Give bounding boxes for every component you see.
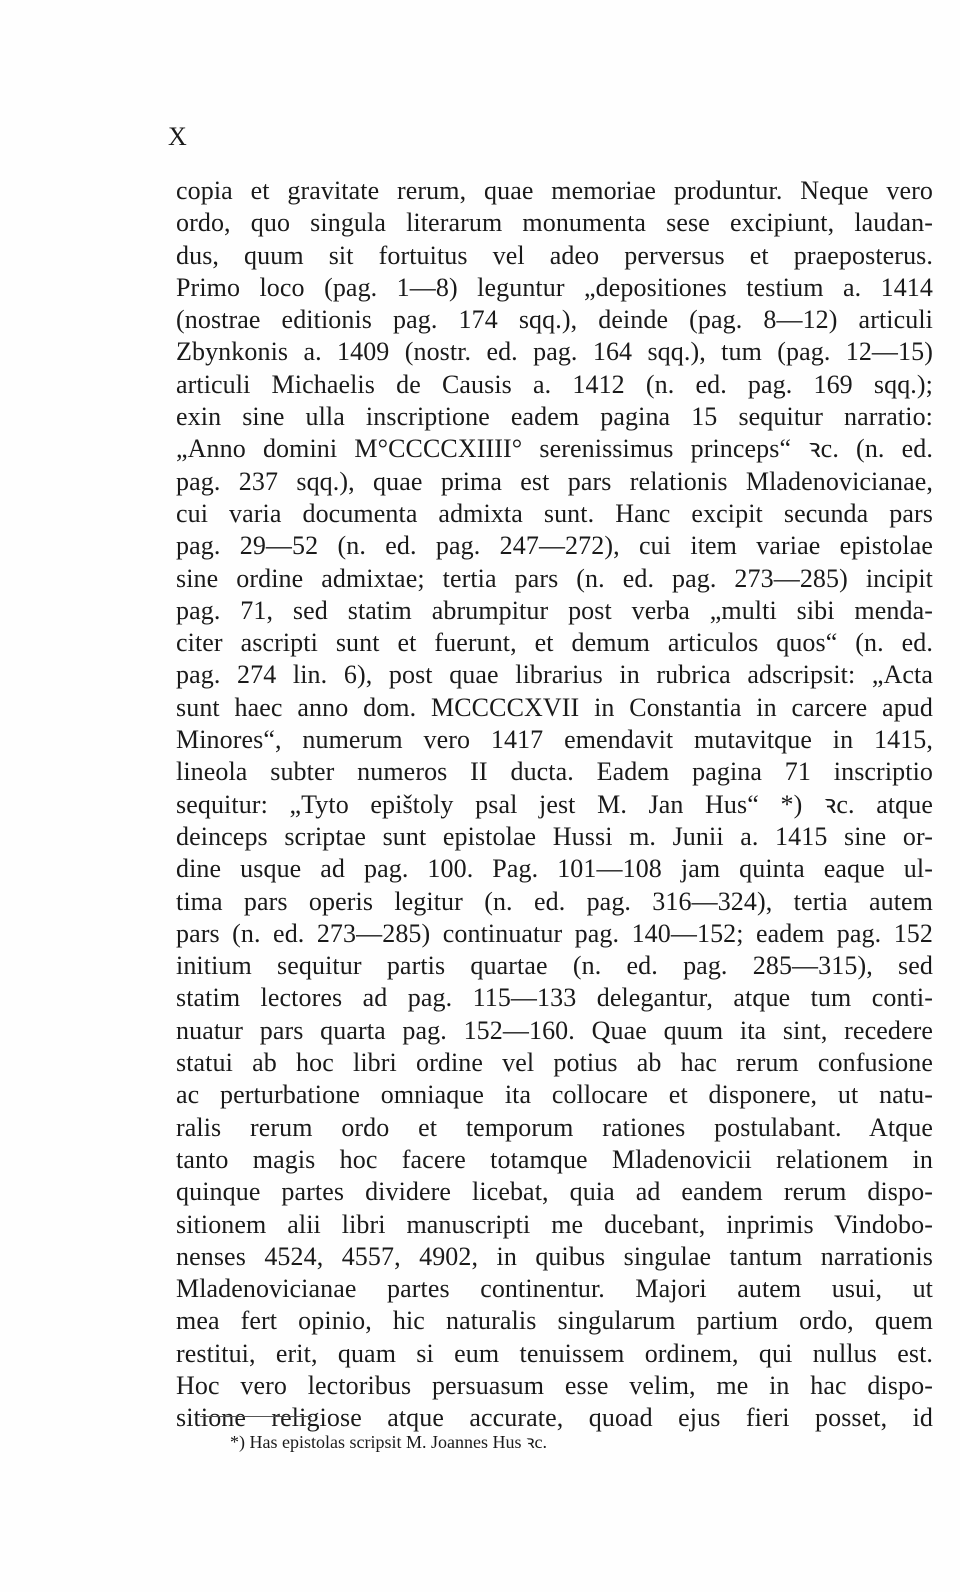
text-line: ralis rerum ordo et temporum rationes postulabant. Atque <box>176 1112 933 1142</box>
text-line: ac perturbatione omniaque ita collocare et disponere, ut natu- <box>176 1080 933 1110</box>
text-line: pag. 71, sed statim abrumpitur post verba „multi sibi menda- <box>176 595 933 625</box>
text-line: tima pars operis legitur (n. ed. pag. 316—324), tertia autem <box>176 886 933 916</box>
text-line: dus, quum sit fortuitus vel adeo perversus et praeposterus. <box>176 240 933 270</box>
text-line: mea fert opinio, hic naturalis singularum partium ordo, quem <box>176 1306 933 1336</box>
text-line: initium sequitur partis quartae (n. ed. pag. 285—315), sed <box>176 951 933 981</box>
page-number: X <box>168 122 187 151</box>
text-line: restitui, erit, quam si eum tenuissem ordinem, qui nullus est. <box>176 1338 933 1368</box>
text-line: (nostrae editionis pag. 174 sqq.), deinde (pag. 8—12) articuli <box>176 305 933 335</box>
text-line: pag. 274 lin. 6), post quae librarius in rubrica adscripsit: „Acta <box>176 660 933 690</box>
text-line: cui varia documenta admixta sunt. Hanc excipit secunda pars <box>176 498 933 528</box>
text-line: articuli Michaelis de Causis a. 1412 (n. ed. pag. 169 sqq.); <box>176 369 933 399</box>
text-line: „Anno domini M°CCCCXIIII° serenissimus princeps“ ꝛc. (n. ed. <box>176 434 933 464</box>
text-line: sitionem alii libri manuscripti me ducebant, inprimis Vindobo- <box>176 1209 933 1239</box>
text-line: Mladenovicianae partes continentur. Majori autem usui, ut <box>176 1274 933 1304</box>
text-line: quinque partes dividere licebat, quia ad eandem rerum dispo- <box>176 1177 933 1207</box>
text-line: Primo loco (pag. 1—8) leguntur „depositiones testium a. 1414 <box>176 272 933 302</box>
text-line: sine ordine admixtae; tertia pars (n. ed. pag. 273—285) incipit <box>176 563 933 593</box>
text-line: pag. 237 sqq.), quae prima est pars relationis Mladenovicianae, <box>176 466 933 496</box>
text-line: citer ascripti sunt et fuerunt, et demum articulos quos“ (n. ed. <box>176 628 933 658</box>
text-line: tanto magis hoc facere totamque Mladenovicii relationem in <box>176 1144 933 1174</box>
text-line: lineola subter numeros II ducta. Eadem pagina 71 inscriptio <box>176 757 933 787</box>
text-line: statui ab hoc libri ordine vel potius ab hac rerum confusione <box>176 1048 933 1078</box>
text-line: Minores“, numerum vero 1417 emendavit mutavitque in 1415, <box>176 725 933 755</box>
text-line: pag. 29—52 (n. ed. pag. 247—272), cui item variae epistolae <box>176 531 933 561</box>
text-line: pars (n. ed. 273—285) continuatur pag. 140—152; eadem pag. 152 <box>176 918 933 948</box>
text-line: copia et gravitate rerum, quae memoriae produntur. Neque vero <box>176 176 933 205</box>
text-line: ordo, quo singula literarum monumenta sese excipiunt, laudan- <box>176 208 933 238</box>
footnote-divider <box>200 1416 312 1417</box>
text-line: statim lectores ad pag. 115—133 delegantur, atque tum conti- <box>176 983 933 1013</box>
text-line: sequitur: „Tyto epištoly psal jest M. Jan Hus“ *) ꝛc. atque <box>176 789 933 819</box>
body-text <box>176 175 933 1435</box>
text-line: sitione religiose atque accurate, quoad ejus fieri posset, id <box>176 1403 933 1433</box>
text-line: nuatur pars quarta pag. 152—160. Quae quum ita sint, recedere <box>176 1015 933 1045</box>
text-line: sunt haec anno dom. MCCCCXVII in Constantia in carcere apud <box>176 692 933 722</box>
text-line: Hoc vero lectoribus persuasum esse velim, me in hac dispo- <box>176 1370 933 1400</box>
text-line: Zbynkonis a. 1409 (nostr. ed. pag. 164 sqq.), tum (pag. 12—15) <box>176 337 933 367</box>
text-line: deinceps scriptae sunt epistolae Hussi m. Junii a. 1415 sine or- <box>176 821 933 851</box>
footnote: *) Has epistolas scripsit M. Joannes Hus ꝛc. <box>230 1432 547 1452</box>
text-line: exin sine ulla inscriptione eadem pagina 15 sequitur narratio: <box>176 402 933 432</box>
text-line: nenses 4524, 4557, 4902, in quibus singulae tantum narrationis <box>176 1241 933 1271</box>
text-line: dine usque ad pag. 100. Pag. 101—108 jam quinta eaque ul- <box>176 854 933 884</box>
